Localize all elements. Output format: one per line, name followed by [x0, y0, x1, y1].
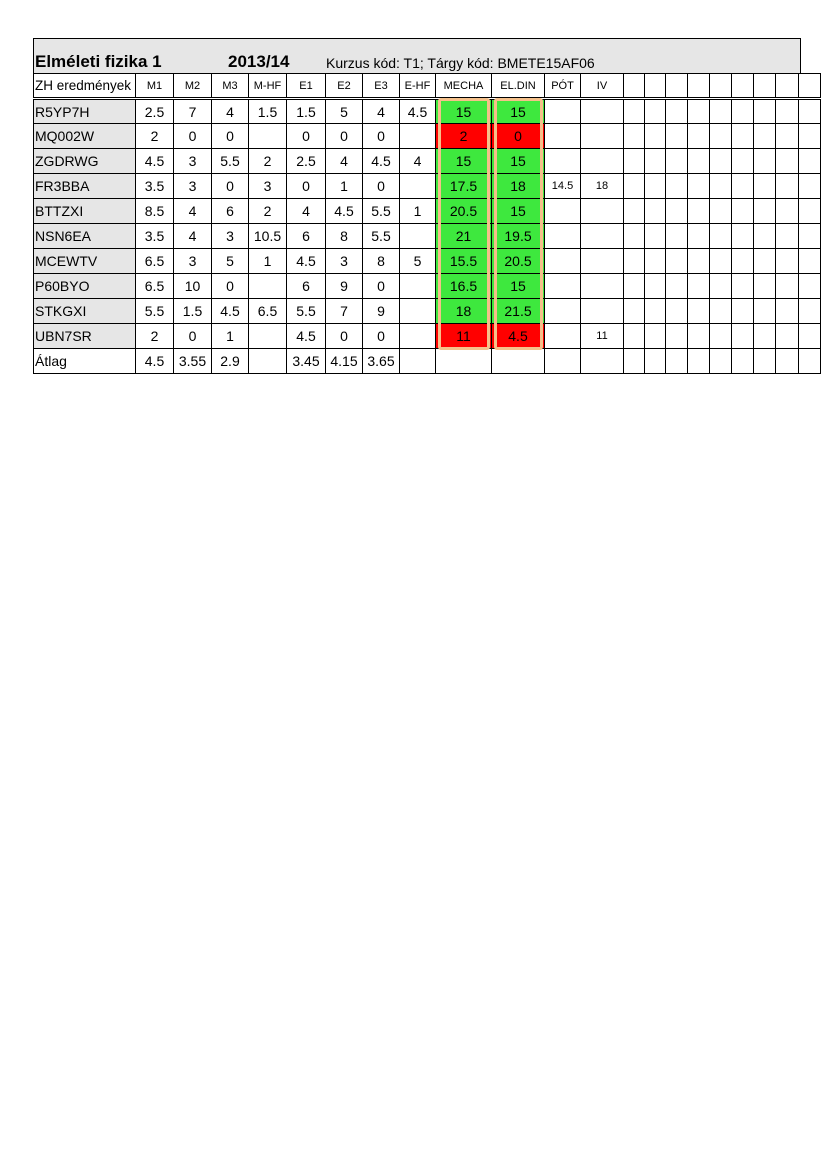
score-cell: 3 [174, 149, 212, 174]
score-cell: 5.5 [136, 299, 174, 324]
score-cell: 0 [326, 124, 363, 149]
score-cell: 4.5 [287, 249, 326, 274]
empty-cell [666, 274, 688, 299]
score-cell [581, 124, 624, 149]
grade-sheet [33, 38, 801, 374]
empty-cell [645, 99, 666, 124]
empty-cell [754, 299, 776, 324]
empty-cell [688, 199, 710, 224]
academic-year: 2013/14 [228, 52, 290, 71]
average-cell [436, 349, 492, 374]
empty-cell [732, 199, 754, 224]
score-cell [545, 324, 581, 349]
empty-cell [688, 149, 710, 174]
empty-cell [799, 149, 821, 174]
score-cell: 4 [212, 99, 249, 124]
empty-cell [776, 224, 799, 249]
score-cell: 2 [249, 149, 287, 174]
empty-cell [624, 349, 645, 374]
empty-cell [754, 324, 776, 349]
average-row [34, 349, 821, 374]
empty-cell [776, 249, 799, 274]
score-cell: 1.5 [287, 99, 326, 124]
empty-cell [776, 299, 799, 324]
score-cell: 7 [326, 299, 363, 324]
empty-cell [688, 349, 710, 374]
score-cell: 4 [174, 199, 212, 224]
score-cell [581, 249, 624, 274]
score-cell: 4.5 [287, 324, 326, 349]
score-cell [545, 224, 581, 249]
column-header: M-HF [249, 74, 287, 99]
empty-cell [688, 274, 710, 299]
score-cell: 2 [136, 324, 174, 349]
student-code: BTTZXI [34, 199, 136, 224]
score-cell [249, 324, 287, 349]
empty-cell [710, 74, 732, 99]
empty-cell [666, 224, 688, 249]
empty-cell [710, 99, 732, 124]
empty-cell [776, 174, 799, 199]
empty-cell [624, 299, 645, 324]
score-cell: 1 [326, 174, 363, 199]
score-cell: 6.5 [136, 249, 174, 274]
empty-cell [666, 74, 688, 99]
score-cell [545, 299, 581, 324]
empty-cell [799, 249, 821, 274]
score-cell [400, 299, 436, 324]
average-cell: 3.45 [287, 349, 326, 374]
empty-cell [776, 274, 799, 299]
student-row [34, 149, 821, 174]
score-cell: 4 [174, 224, 212, 249]
results-header-label: ZH eredmények [34, 74, 136, 99]
column-header: E-HF [400, 74, 436, 99]
score-cell [545, 274, 581, 299]
empty-cell [799, 349, 821, 374]
score-cell: 1 [212, 324, 249, 349]
empty-cell [710, 324, 732, 349]
empty-cell [624, 249, 645, 274]
empty-cell [688, 124, 710, 149]
score-cell: 6 [287, 274, 326, 299]
score-cell: 0 [363, 124, 400, 149]
score-cell [545, 99, 581, 124]
average-label: Átlag [34, 349, 136, 374]
empty-cell [732, 324, 754, 349]
empty-cell [732, 149, 754, 174]
score-cell [581, 224, 624, 249]
header-row [34, 74, 821, 99]
empty-cell [666, 124, 688, 149]
student-code: UBN7SR [34, 324, 136, 349]
empty-cell [645, 274, 666, 299]
empty-cell [799, 74, 821, 99]
average-cell [581, 349, 624, 374]
empty-cell [799, 324, 821, 349]
empty-cell [624, 124, 645, 149]
empty-cell [799, 274, 821, 299]
score-cell: 5.5 [363, 224, 400, 249]
empty-cell [732, 124, 754, 149]
score-cell: 3 [326, 249, 363, 274]
score-cell: 7 [174, 99, 212, 124]
empty-cell [624, 149, 645, 174]
score-cell [545, 149, 581, 174]
score-cell: 10 [174, 274, 212, 299]
column-header: M3 [212, 74, 249, 99]
score-cell: 4 [326, 149, 363, 174]
empty-cell [688, 174, 710, 199]
score-cell: 4.5 [326, 199, 363, 224]
score-cell: 0 [174, 124, 212, 149]
score-cell: 1.5 [249, 99, 287, 124]
score-cell [545, 199, 581, 224]
empty-cell [666, 299, 688, 324]
score-cell [545, 124, 581, 149]
empty-cell [799, 124, 821, 149]
empty-cell [688, 224, 710, 249]
mecha-score: 15.5 [436, 249, 492, 274]
score-cell: 0 [363, 324, 400, 349]
empty-cell [688, 324, 710, 349]
eldin-score: 20.5 [492, 249, 545, 274]
empty-cell [710, 224, 732, 249]
empty-cell [624, 99, 645, 124]
empty-cell [645, 124, 666, 149]
score-cell: 8 [326, 224, 363, 249]
eldin-score: 15 [492, 274, 545, 299]
empty-cell [645, 149, 666, 174]
mecha-score: 15 [436, 149, 492, 174]
average-cell [400, 349, 436, 374]
empty-cell [666, 324, 688, 349]
average-cell: 4.5 [136, 349, 174, 374]
empty-cell [645, 199, 666, 224]
student-row [34, 299, 821, 324]
score-cell: 9 [326, 274, 363, 299]
score-cell: 8.5 [136, 199, 174, 224]
mecha-score: 21 [436, 224, 492, 249]
empty-cell [799, 174, 821, 199]
score-cell [400, 274, 436, 299]
empty-cell [754, 174, 776, 199]
score-cell: 2 [249, 199, 287, 224]
empty-cell [754, 349, 776, 374]
column-header: M1 [136, 74, 174, 99]
student-row [34, 249, 821, 274]
score-cell [581, 149, 624, 174]
score-cell: 4.5 [136, 149, 174, 174]
eldin-score: 19.5 [492, 224, 545, 249]
score-cell: 3 [249, 174, 287, 199]
score-cell [581, 274, 624, 299]
empty-cell [754, 199, 776, 224]
score-cell: 0 [287, 174, 326, 199]
empty-cell [754, 149, 776, 174]
eldin-score: 15 [492, 199, 545, 224]
score-cell: 0 [326, 324, 363, 349]
average-cell [545, 349, 581, 374]
student-row [34, 224, 821, 249]
empty-cell [754, 124, 776, 149]
score-cell [581, 299, 624, 324]
empty-cell [754, 274, 776, 299]
score-cell: 3.5 [136, 174, 174, 199]
column-header: IV [581, 74, 624, 99]
empty-cell [754, 99, 776, 124]
eldin-score: 15 [492, 99, 545, 124]
mecha-score: 16.5 [436, 274, 492, 299]
score-cell: 11 [581, 324, 624, 349]
empty-cell [624, 74, 645, 99]
eldin-score: 4.5 [492, 324, 545, 349]
eldin-score: 21.5 [492, 299, 545, 324]
score-cell [545, 249, 581, 274]
empty-cell [776, 124, 799, 149]
empty-cell [666, 349, 688, 374]
empty-cell [732, 224, 754, 249]
empty-cell [645, 174, 666, 199]
mecha-score: 18 [436, 299, 492, 324]
average-cell [492, 349, 545, 374]
empty-cell [754, 249, 776, 274]
score-cell: 1.5 [174, 299, 212, 324]
average-cell: 2.9 [212, 349, 249, 374]
score-cell [400, 124, 436, 149]
score-cell: 8 [363, 249, 400, 274]
empty-cell [710, 299, 732, 324]
score-cell: 0 [174, 324, 212, 349]
score-cell: 6 [212, 199, 249, 224]
student-row [34, 199, 821, 224]
empty-cell [666, 249, 688, 274]
empty-cell [754, 74, 776, 99]
score-cell: 4.5 [363, 149, 400, 174]
average-cell: 4.15 [326, 349, 363, 374]
empty-cell [776, 149, 799, 174]
empty-cell [666, 199, 688, 224]
empty-cell [732, 349, 754, 374]
empty-cell [732, 74, 754, 99]
score-cell: 4.5 [212, 299, 249, 324]
empty-cell [645, 299, 666, 324]
column-header: E1 [287, 74, 326, 99]
score-cell [400, 224, 436, 249]
student-row [34, 99, 821, 124]
empty-cell [645, 224, 666, 249]
column-header: E2 [326, 74, 363, 99]
student-code: FR3BBA [34, 174, 136, 199]
empty-cell [666, 149, 688, 174]
score-cell: 6 [287, 224, 326, 249]
student-row [34, 324, 821, 349]
score-cell [249, 124, 287, 149]
empty-cell [624, 199, 645, 224]
score-cell: 4 [400, 149, 436, 174]
student-code: MCEWTV [34, 249, 136, 274]
empty-cell [710, 174, 732, 199]
student-code: P60BYO [34, 274, 136, 299]
empty-cell [710, 124, 732, 149]
score-cell: 3 [174, 249, 212, 274]
score-cell: 3 [212, 224, 249, 249]
score-cell: 2 [136, 124, 174, 149]
score-cell [581, 99, 624, 124]
score-cell: 1 [400, 199, 436, 224]
score-cell: 5 [400, 249, 436, 274]
empty-cell [732, 174, 754, 199]
score-cell [581, 199, 624, 224]
empty-cell [799, 299, 821, 324]
column-header: MECHA [436, 74, 492, 99]
score-cell: 4 [363, 99, 400, 124]
column-header: EL.DIN [492, 74, 545, 99]
score-cell: 5 [212, 249, 249, 274]
score-cell: 4 [287, 199, 326, 224]
score-cell: 1 [249, 249, 287, 274]
empty-cell [776, 74, 799, 99]
empty-cell [710, 249, 732, 274]
empty-cell [799, 199, 821, 224]
mecha-score: 20.5 [436, 199, 492, 224]
empty-cell [688, 299, 710, 324]
score-cell: 0 [212, 174, 249, 199]
empty-cell [710, 349, 732, 374]
score-cell: 5 [326, 99, 363, 124]
score-cell [400, 174, 436, 199]
column-header: PÓT [545, 74, 581, 99]
empty-cell [799, 224, 821, 249]
course-codes: Kurzus kód: T1; Tárgy kód: BMETE15AF06 [326, 55, 595, 71]
mecha-score: 2 [436, 124, 492, 149]
student-code: R5YP7H [34, 99, 136, 124]
score-cell: 9 [363, 299, 400, 324]
score-cell: 0 [363, 174, 400, 199]
score-cell: 14.5 [545, 174, 581, 199]
column-header: E3 [363, 74, 400, 99]
empty-cell [710, 149, 732, 174]
score-cell: 6.5 [249, 299, 287, 324]
empty-cell [732, 299, 754, 324]
empty-cell [624, 174, 645, 199]
empty-cell [688, 74, 710, 99]
eldin-score: 0 [492, 124, 545, 149]
score-cell: 6.5 [136, 274, 174, 299]
eldin-score: 15 [492, 149, 545, 174]
student-code: STKGXI [34, 299, 136, 324]
score-cell: 0 [287, 124, 326, 149]
empty-cell [776, 349, 799, 374]
column-header: M2 [174, 74, 212, 99]
score-cell: 5.5 [363, 199, 400, 224]
empty-cell [754, 224, 776, 249]
empty-cell [624, 274, 645, 299]
student-code: ZGDRWG [34, 149, 136, 174]
score-cell [249, 274, 287, 299]
empty-cell [776, 99, 799, 124]
student-row [34, 124, 821, 149]
mecha-score: 11 [436, 324, 492, 349]
average-cell: 3.65 [363, 349, 400, 374]
mecha-score: 15 [436, 99, 492, 124]
empty-cell [688, 99, 710, 124]
empty-cell [732, 249, 754, 274]
student-row [34, 174, 821, 199]
score-cell: 3.5 [136, 224, 174, 249]
empty-cell [776, 324, 799, 349]
empty-cell [799, 99, 821, 124]
score-cell: 18 [581, 174, 624, 199]
average-cell: 3.55 [174, 349, 212, 374]
score-cell: 5.5 [212, 149, 249, 174]
empty-cell [710, 199, 732, 224]
empty-cell [624, 324, 645, 349]
score-cell: 4.5 [400, 99, 436, 124]
empty-cell [666, 99, 688, 124]
mecha-score: 17.5 [436, 174, 492, 199]
empty-cell [732, 274, 754, 299]
score-cell: 5.5 [287, 299, 326, 324]
empty-cell [645, 349, 666, 374]
title-bar [33, 38, 801, 73]
eldin-score: 18 [492, 174, 545, 199]
grades-table [33, 73, 821, 374]
score-cell: 0 [212, 124, 249, 149]
empty-cell [732, 99, 754, 124]
empty-cell [624, 224, 645, 249]
student-row [34, 274, 821, 299]
empty-cell [688, 249, 710, 274]
score-cell [400, 324, 436, 349]
score-cell: 10.5 [249, 224, 287, 249]
course-title: Elméleti fizika 1 [35, 52, 162, 71]
empty-cell [645, 324, 666, 349]
score-cell: 2.5 [287, 149, 326, 174]
empty-cell [666, 174, 688, 199]
score-cell: 0 [363, 274, 400, 299]
score-cell: 2.5 [136, 99, 174, 124]
student-code: MQ002W [34, 124, 136, 149]
average-cell [249, 349, 287, 374]
score-cell: 0 [212, 274, 249, 299]
empty-cell [776, 199, 799, 224]
empty-cell [710, 274, 732, 299]
empty-cell [645, 249, 666, 274]
empty-cell [645, 74, 666, 99]
score-cell: 3 [174, 174, 212, 199]
student-code: NSN6EA [34, 224, 136, 249]
